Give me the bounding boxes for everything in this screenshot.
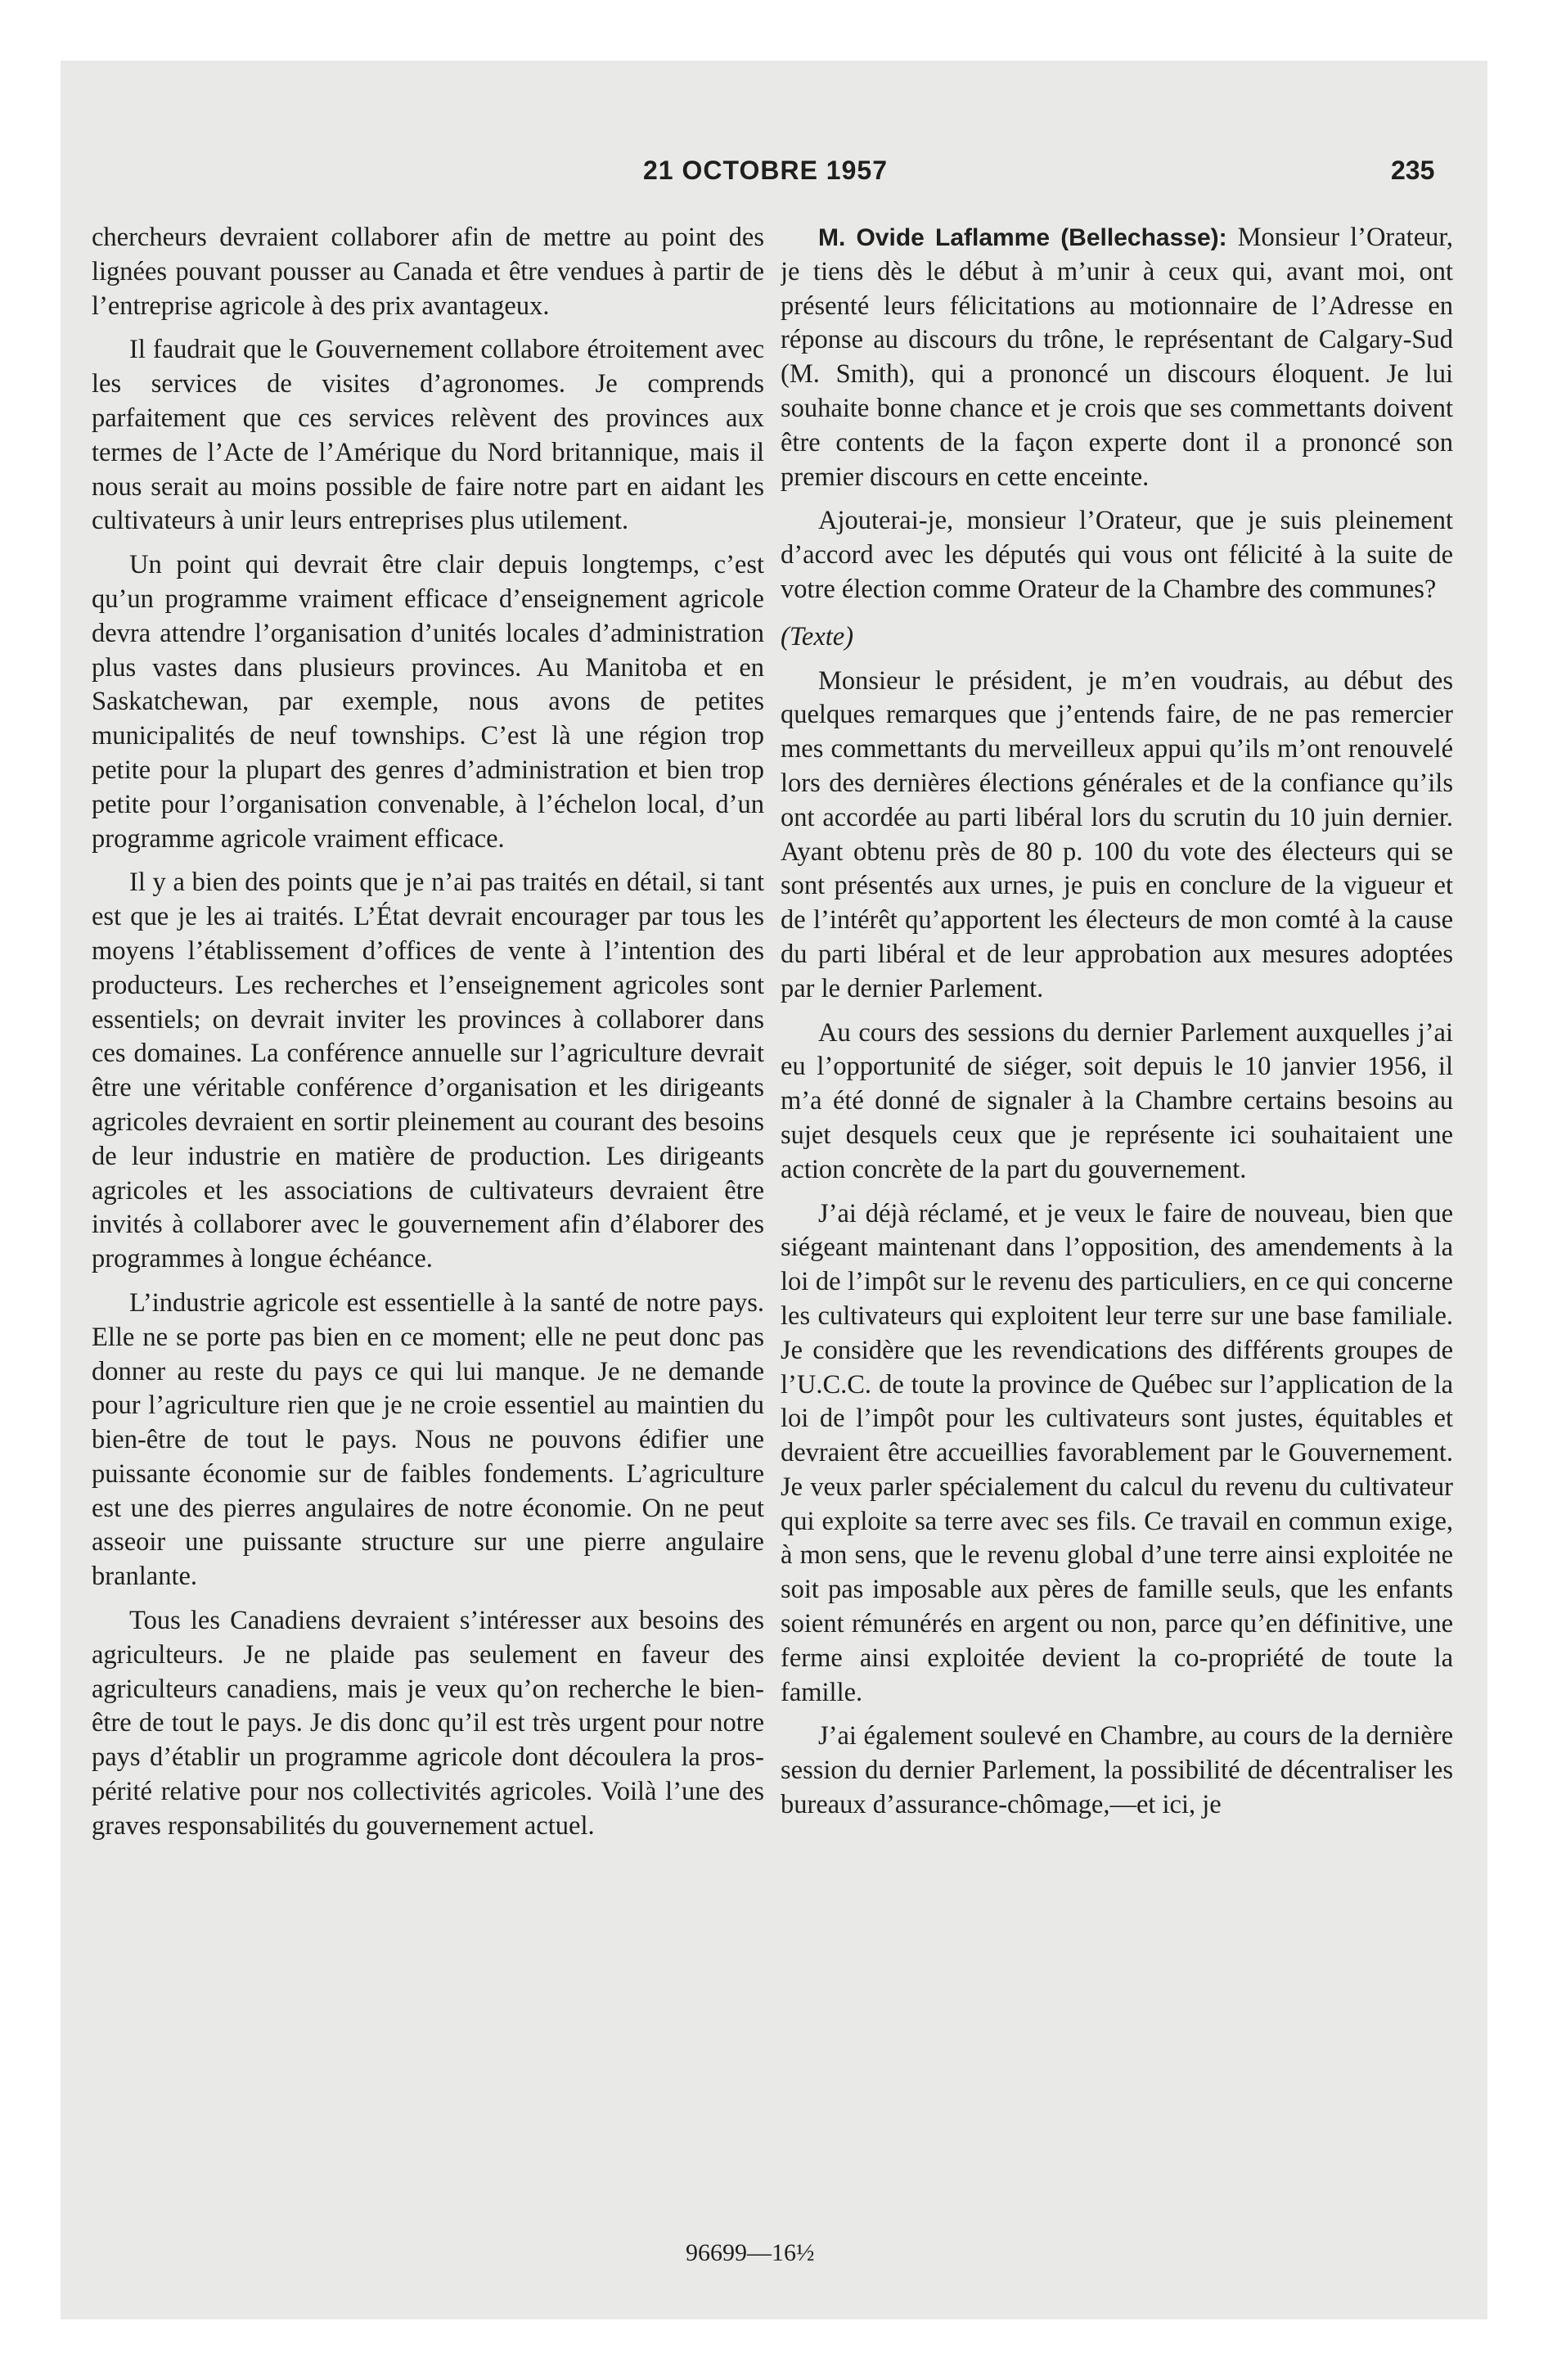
paragraph: Tous les Canadiens devraient s’intéresser aux besoins des agriculteurs. Je ne plaide pas seulement en faveur des agriculteurs canadiens, mais je veux qu’on recherche le bien-être de tout le pays. Je dis donc qu’il est très urgent pour notre pays d’établir un programme agricole dont découlera la prospérité relative pour nos collectivités agricoles. Voilà l’une des graves responsabilités du gouvernement actuel. [92,1606,764,1841]
footer-print-code: 96699—16½ [686,2239,815,2266]
texte-label: (Texte) [781,621,854,651]
paragraph: J’ai également soulevé en Chambre, au cours de la dernière session du dernier Parlement, la possibilité de décentraliser les bureaux d’assurance-chômage,—et ici, je [781,1721,1453,1820]
paragraph: Monsieur le président, je m’en voudrais, au début des quelques remarques que j’entends faire, de ne pas remercier mes commettants du merveilleux appui qu’ils m’ont renouvelé lors des dernières élections générales et de la confiance qu’ils ont accordée au parti libéral lors du scrutin du 10 juin dernier. Ayant obtenu près de 80 p. 100 du vote des électeurs qui se sont présentés aux urnes, je puis en conclure de la vigueur et de l’intérêt qu’apportent les électeurs de mon comté à la cause du parti libéral et de leur approbation aux mesures adoptées par le dernier Parlement. [781,665,1453,1003]
speaker-text: Monsieur l’Orateur, je tiens dès le début à m’unir à ceux qui, avant moi, ont présenté leurs félicitations au motionnaire de l’Adresse en réponse au discours du trône, le représentant de Calgary-Sud (M. Smith), qui a prononcé un discours éloquent. Je lui souhaite bonne chance et je crois que ses commettants doivent être contents de la façon experte dont il a prononcé son premier discours en cette enceinte. [781,223,1453,492]
right-column [781,221,1453,2128]
page-header-date: 21 OCTOBRE 1957 [643,156,888,185]
paragraph: Il faudrait que le Gouvernement collabore étroitement avec les services de visites d’agronomes. Je comprends parfaitement que ces services relèvent des provinces aux termes de l’Acte de l’Amérique du Nord britannique, mais il nous serait au moins possible de faire notre part en aidant les cultivateurs à unir leurs entreprises plus utilement. [92,335,764,536]
paragraph: J’ai déjà réclamé, et je veux le faire de nouveau, bien que siégeant maintenant dans l’opposition, des amendements à la loi de l’impôt sur le revenu des particuliers, en ce qui concerne les cultivateurs qui exploitent leur terre sur une base familiale. Je considère que les revendications des différents groupes de l’U.C.C. de toute la province de Québec sur l’application de la loi de l’impôt pour les cultivateurs sont justes, équitables et devraient être accueillies favorablement par le Gouvernement. Je veux parler spécialement du calcul du revenu du cultivateur qui exploite sa terre avec ses fils. Ce travail en commun exige, à mon sens, que le revenu global d’une terre ainsi exploitée ne soit pas imposable aux pères de famille seuls, que les enfants soient rémunérés en argent ou non, parce qu’en définitive, une ferme ainsi exploitée devient la co-propriété de toute la famille. [781,1198,1453,1707]
page-number: 235 [1391,156,1435,185]
paragraph: L’industrie agricole est essentielle à la santé de notre pays. Elle ne se porte pas bien en ce moment; elle ne peut donc pas donner au reste du pays ce qui lui manque. Je ne demande pour l’agriculture rien que je ne croie essentiel au maintien du bien-être de tout le pays. Nous ne pouvons édifier une puissante économie sur de faibles fondements. L’agriculture est une des pierres angulaires de notre économie. On ne peut asseoir une puissante structure sur une pierre angulaire branlante. [92,1287,764,1592]
speaker-name: M. Ovide Laflamme (Bellechasse): [818,224,1227,251]
paragraph: Un point qui devrait être clair depuis longtemps, c’est qu’un programme vraiment efficace d’enseignement agricole devra attendre l’organisation d’unités locales d’administration plus vastes dans plusieurs provinces. Au Manitoba et en Saskatchewan, par exemple, nous avons de petites municipalités de neuf townships. C’est là une région trop petite pour la plupart des genres d’administration et bien trop petite pour l’organisation convenable, à l’échelon local, d’un programme agricole vraiment efficace. [92,550,764,854]
speaker-paragraph [781,221,1453,494]
paragraph: Au cours des sessions du dernier Parlement auxquelles j’ai eu l’opportunité de siéger, soit depuis le 10 janvier 1956, il m’a été donné de signaler à la Chambre certains besoins au sujet desquels ceux que je représente ici souhaitaient une action concrète de la part du gouvernement. [781,1017,1453,1184]
paragraph: Ajouterai-je, monsieur l’Orateur, que je suis pleinement d’accord avec les députés qui vous ont félicité à la suite de votre élection comme Orateur de la Chambre des communes? [781,506,1453,604]
paragraph: chercheurs devraient collaborer afin de mettre au point des lignées pouvant pousser au Canada et être vendues à partir de l’entreprise agricole à des prix avantageux. [92,223,764,321]
left-column [92,221,764,2128]
paragraph: Il y a bien des points que je n’ai pas traités en détail, si tant est que je les ai traités. L’État devrait encourager par tous les moyens l’établissement d’offices de vente à l’intention des producteurs. Les recherches et l’enseignement agricoles sont essentiels; on devrait inviter les provinces à collaborer dans ces domaines. La conférence annuelle sur l’agriculture devrait être une véritable conférence d’organisation et les dirigeants agricoles devraient en sortir pleinement au courant des besoins de leur industrie en matière de production. Les dirigeants agricoles et les associations de cultivateurs devraient être invités à collaborer avec le gouvernement afin d’élaborer des programmes à longue échéance. [92,868,764,1274]
